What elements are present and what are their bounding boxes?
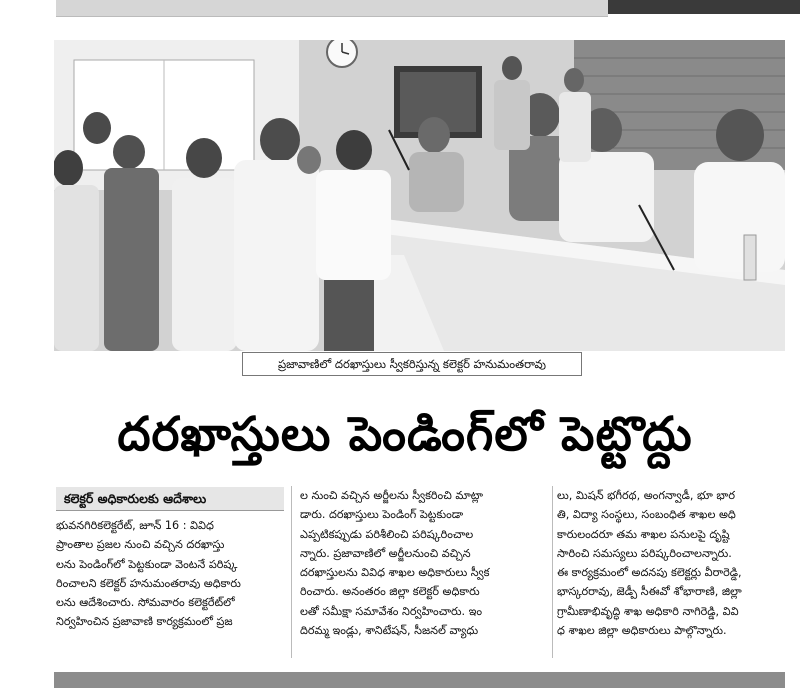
photo-caption: ప్రజావాణిలో దరఖాస్తులు స్వీకరిస్తున్న కలెక్టర్ హనుమంతరావు	[242, 352, 582, 376]
body-line: లను ఆదేశించారు. సోమవారం కలెక్టరేట్‌లో	[56, 596, 235, 610]
body-line: భాస్కరరావు, జెడ్పీ సీఈవో శోభారాణి, జిల్లా	[557, 585, 742, 599]
body-line: భువనగిరికలెక్టరేట్, జూన్ 16 : వివిధ	[56, 519, 214, 532]
body-line: లు, మిషన్ భగీరథ, అంగన్వాడీ, భూ భార	[557, 489, 736, 502]
body-line: సారించి సమస్యలు పరిష్కరించాలన్నారు.	[557, 546, 732, 560]
body-line: ధ శాఖల జిల్లా అధికారులు పాల్గొన్నారు.	[557, 624, 727, 638]
body-line: గ్రామీణాభివృద్ధి శాఖ అధికారి నాగిరెడ్డి, వివి	[557, 604, 739, 618]
top-dark-strip	[608, 0, 800, 14]
body-line: దిరమ్మ ఇండ్లు, శానిటేషన్, సీజనల్ వ్యాధు	[300, 624, 479, 638]
body-line: ప్రాంతాల ప్రజల నుంచి వచ్చిన దరఖాస్తు	[56, 538, 225, 552]
news-photo	[54, 40, 785, 351]
body-line: ఎప్పటికప్పుడు పరిశీలించి పరిష్కరించాల	[300, 527, 474, 541]
body-line: ఈ కార్యక్రమంలో అదనపు కలెక్టర్లు వీరారెడ్డి,	[557, 566, 742, 580]
body-line: ల నుంచి వచ్చిన అర్జీలను స్వీకరించి మాట్లా	[300, 489, 484, 502]
body-line: లతో సమీక్షా సమావేశం నిర్వహించారు. ఇం	[300, 604, 483, 618]
top-border-strip	[56, 0, 608, 17]
body-line: న్నారు. ప్రజావాణిలో అర్జీలనుంచి వచ్చిన	[300, 546, 471, 560]
body-line: కారులందరూ తమ శాఖల పనులపై దృష్టి	[557, 527, 730, 541]
body-line: దరఖాస్తులను వివిధ శాఖల అధికారులు స్వీక	[300, 566, 490, 580]
next-article-photo-strip	[54, 672, 785, 688]
article-subheadline: కలెక్టర్ అధికారులకు ఆదేశాలు	[56, 487, 284, 511]
body-line: లను పెండింగ్‌లో పెట్టకుండా వెంటనే పరిష్క	[56, 557, 238, 571]
body-line: తి, విద్యా సంస్థలు, సంబంధిత శాఖల అధి	[557, 508, 736, 522]
body-line: నిర్వహించిన ప్రజావాణి కార్యక్రమంలో ప్రజ	[56, 615, 233, 629]
article-headline: దరఖాస్తులు పెండింగ్‌లో పెట్టొద్దు	[117, 407, 693, 462]
body-line: డారు. దరఖాస్తులు పెండింగ్ పెట్టకుండా	[300, 508, 464, 522]
body-line: రించాలని కలెక్టర్ హనుమంతరావు అధికారు	[56, 576, 241, 590]
column-divider	[291, 486, 292, 658]
article-column-1	[56, 516, 282, 632]
body-line: రించారు. అనంతరం జిల్లా కలెక్టర్ అధికారు	[300, 585, 480, 599]
article-column-2	[300, 486, 555, 640]
article-column-3	[557, 486, 784, 640]
column-divider	[552, 486, 553, 658]
